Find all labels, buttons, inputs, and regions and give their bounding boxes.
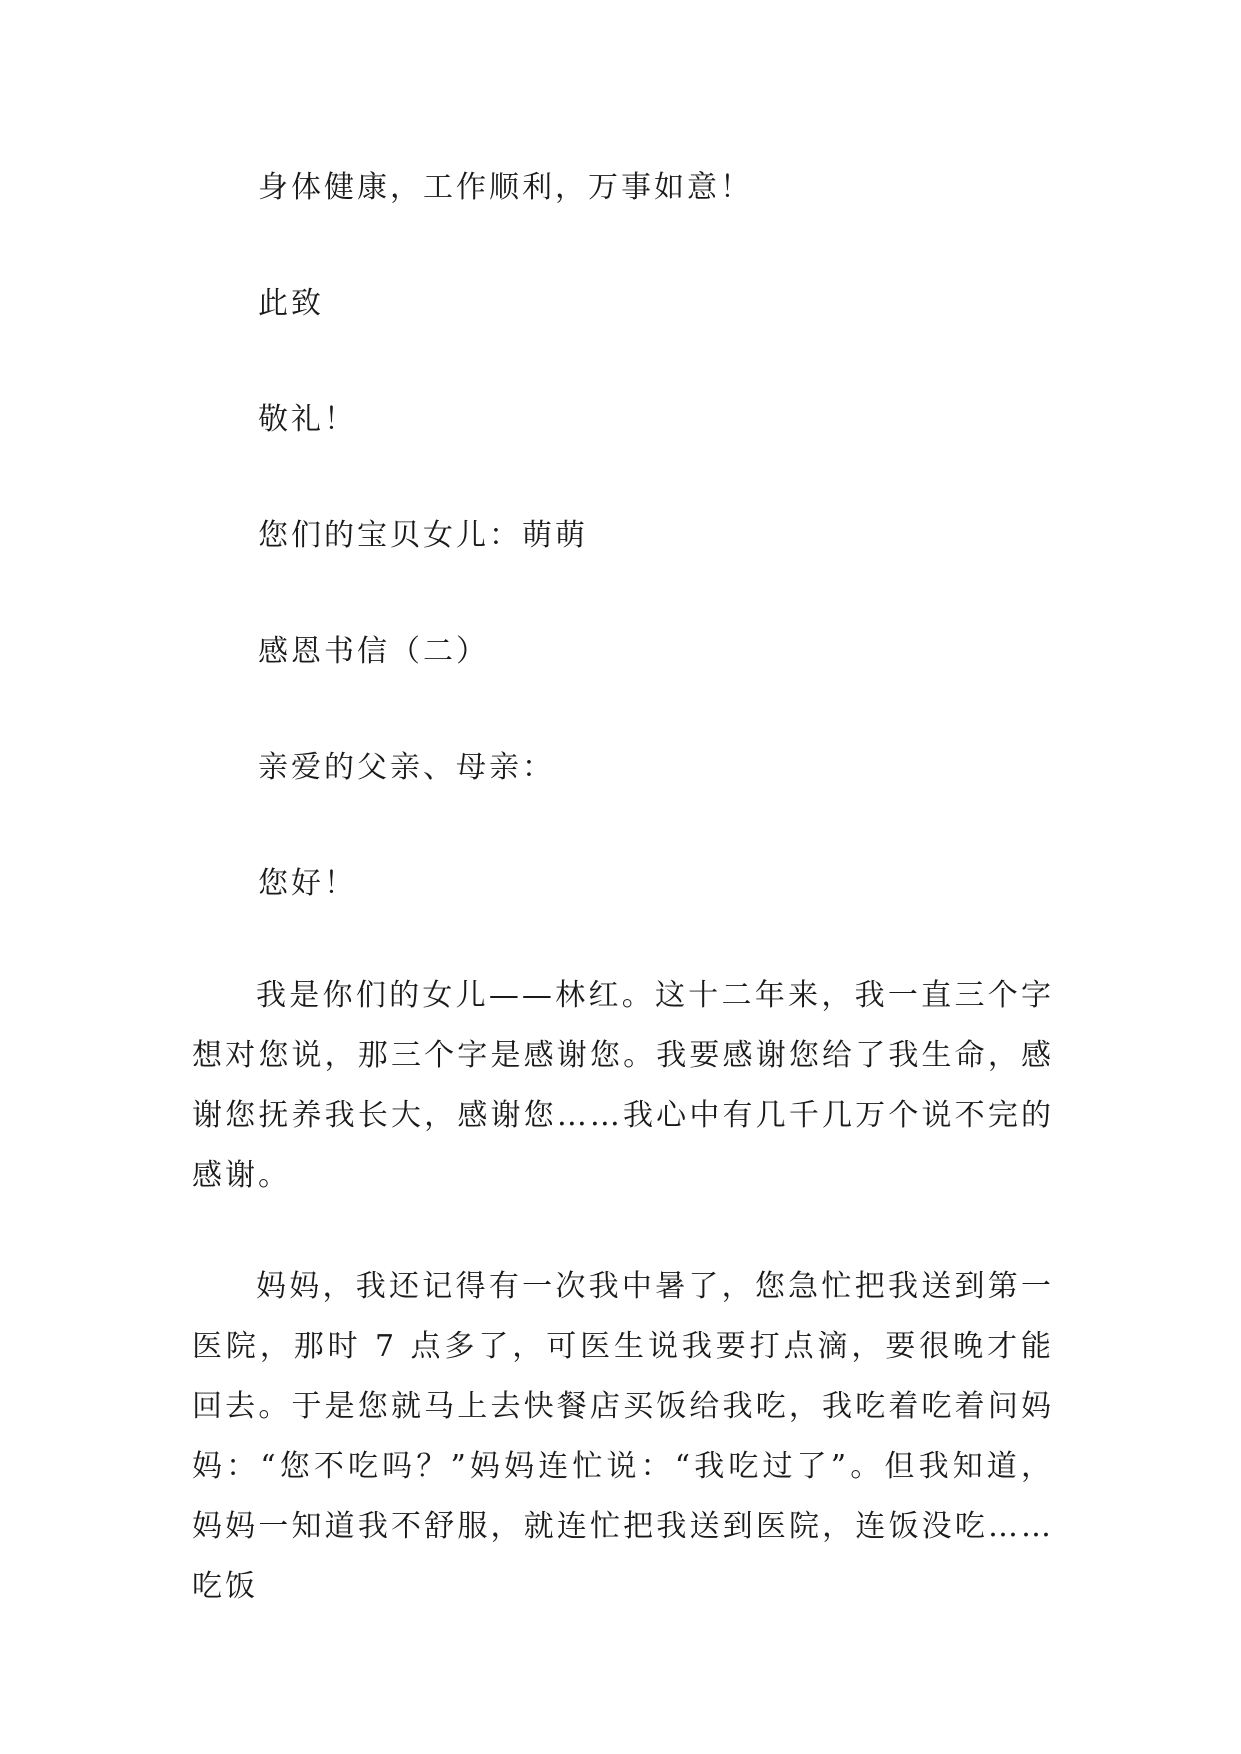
salutation: 亲爱的父亲、母亲： (258, 750, 555, 785)
closing-wish: 身体健康，工作顺利，万事如意！ (258, 170, 753, 205)
paragraph-thanks: 我是你们的女儿——林红。这十二年来，我一直三个字想对您说，那三个字是感谢您。我要感谢您给了我生命，感谢您抚养我长大，感谢您……我心中有几千几万个说不完的感谢。 (192, 978, 1054, 1193)
section-title: 感恩书信（二） (258, 634, 489, 669)
greeting: 您好！ (258, 866, 357, 901)
closing-cizhi: 此致 (258, 286, 324, 321)
signature: 您们的宝贝女儿：萌萌 (258, 518, 588, 553)
closing-jingli: 敬礼！ (258, 402, 357, 437)
paragraph-memory: 妈妈，我还记得有一次我中暑了，您急忙把我送到第一医院，那时 7 点多了，可医生说我要打点滴，要很晚才能回去。于是您就马上去快餐店买饭给我吃，我吃着吃着问妈妈：“您不吃吗？”妈妈连忙说：“我吃过了”。但我知道，妈妈一知道我不舒服，就连忙把我送到医院，连饭没吃……吃饭 (192, 1269, 1054, 1604)
